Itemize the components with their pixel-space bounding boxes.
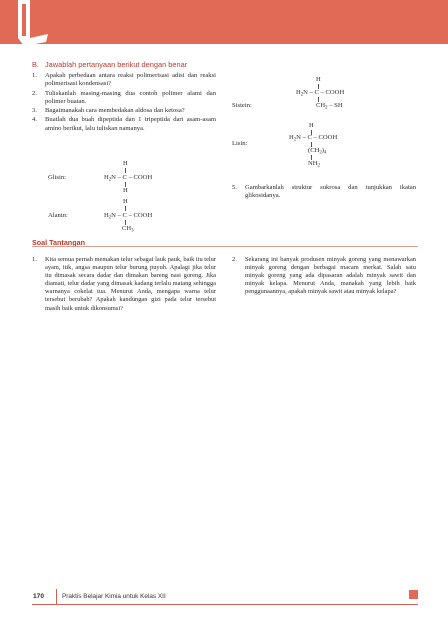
alanin-label: Alanin: [48,212,68,219]
question-3: 3. Bagaimanakah cara membedakan aldosa dan ketosa? [32,107,185,115]
question-5-block [232,184,416,202]
lisin-main: $H_2N$ – C – COOH [289,134,338,143]
question-4: 4. Buatlah dua buah dipeptida dan 1 tripeptida dari asam-asam amino berikut, lalu tuliskan namanya. [32,116,216,132]
tantangan-q2-block [232,256,416,297]
soal-tantangan-title: Soal Tantangan [32,238,85,247]
alanin-top: H [123,198,128,205]
question-1: 1. Apakah perbedaan antara reaksi polimerisasi adisi dan reaksi polimerisasi kondensasi? [32,72,216,88]
glisin-bond-top [125,168,126,173]
section-b-letter: B. [32,60,39,69]
glisin-bottom: H [123,187,128,194]
alanin-main: $H_2N$ – C – COOH [104,212,153,221]
section-b-questions [32,72,216,134]
header-gap [0,44,448,50]
section-b-title: Jawablah pertanyaan berikut dengan benar [44,60,188,69]
glisin-main: $H_2N$ – C – COOH [104,174,153,183]
glisin-label: Glisin: [48,174,66,181]
footer-line [32,604,418,605]
glisin-top: H [123,160,128,167]
lisin-mid: $(CH_2)_4$ [308,147,327,156]
lisin-bottom: $NH_2$ [308,160,320,169]
footer-separator [56,589,57,604]
sistein-main: $H_2N$ – C – COOH [296,89,345,98]
sistein-bottom: $CH_2$ – SH [316,102,343,111]
footer-square-icon [409,590,418,599]
question-5: 5. Gambarkanlah struktur sukrosa dan tunjukkan ikatan glikosidanya. [232,184,416,200]
page-number: 170 [33,593,45,600]
sistein-top: H [316,76,321,83]
tantangan-question-2: 2. Sekarang ini banyak produsen minyak goreng yang menawarkan minyak goreng dengan berbagai macam merkat. Salah satu minyak goreng yang ada dipasaran adalah minyak sawit dan minyak kelapa. Menurut Anda, manakah yang lebih baik penggunaannya, apakah minyak sawit atau minyak kelapa? [232,256,416,296]
tantangan-q1-block [32,256,216,314]
pen-logo-icon [4,0,52,50]
tantangan-divider [32,246,418,247]
alanin-bond-top [125,206,126,211]
sistein-label: Sistein: [232,102,252,109]
lisin-top: H [309,122,314,129]
section-b-heading [32,60,187,69]
alanin-bottom: $CH_3$ [122,225,134,234]
question-2: 2. Tuliskanlah masing-masing dua contoh polimer alami dan polimer buatan. [32,89,216,105]
book-title: Praktis Belajar Kimia untuk Kelas XII [62,593,166,600]
lisin-label: Lisin: [232,140,248,147]
header-band [0,0,448,50]
tantangan-question-1: 1. Kita semua pernah memakan telur sebagai lauk pauk, baik itu telur ayam, itik, angsa maupun telur burung puyuh. Apalagi jika telur itu dimasak secara dadar dan dimakan bareng nasi goreng. Jika diamati, telur dadar yang dimasak kadang terlalu matang sehingga warnanya cokelat tua. Menurut Anda, mengapa warna telur tersebut berubah? Apakah kandungan gizi pada telur tersebut masih baik untuk dikonsumsi? [32,256,216,312]
